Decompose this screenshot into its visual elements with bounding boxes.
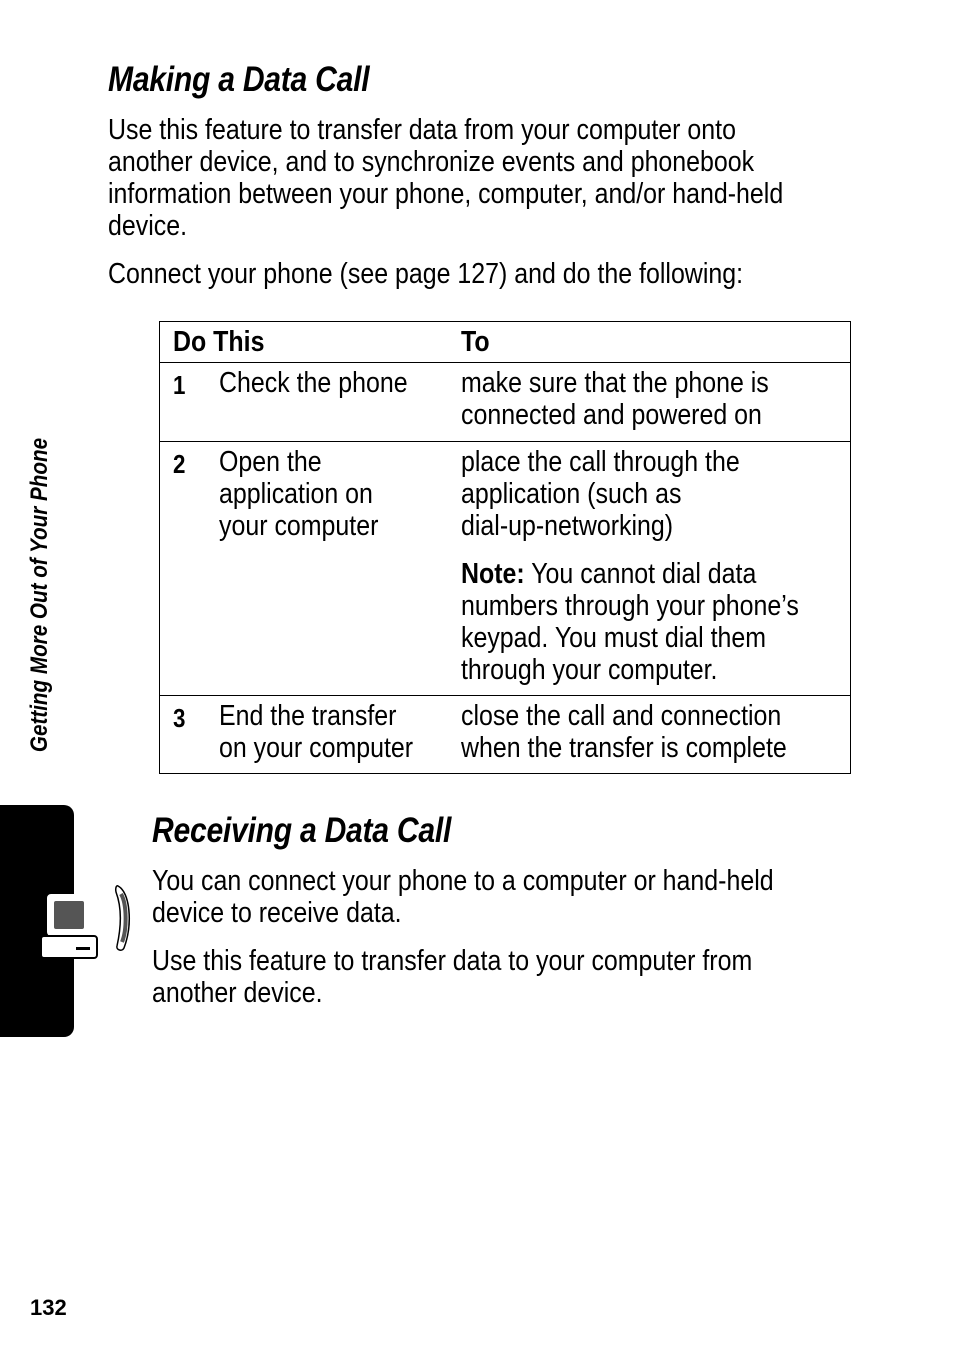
section-title-making-data-call: Making a Data Call [108, 60, 370, 99]
header-divider [160, 362, 850, 363]
step-result: close the call and connection when the transfer is complete [461, 700, 787, 764]
row-divider [160, 441, 850, 442]
section-title-receiving-data-call: Receiving a Data Call [152, 811, 452, 850]
intro-line: Use this feature to transfer data from your computer onto [108, 114, 736, 146]
step-result: place the call through the application (such as dial-up-networking) [461, 446, 740, 542]
header-do-this: Do This [173, 326, 265, 358]
note-label: Note: [461, 558, 525, 590]
receive-paragraph-1: You can connect your phone to a computer or hand-held device to receive data. [152, 865, 774, 929]
step-action: Check the phone [219, 367, 408, 399]
receive-paragraph-2: Use this feature to transfer data to your computer from another device. [152, 945, 753, 1009]
step-action: Open the application on your computer [219, 446, 379, 542]
step-result: make sure that the phone is connected and powered on [461, 367, 769, 431]
row-divider [160, 695, 850, 696]
step-action: End the transfer on your computer [219, 700, 414, 764]
steps-table [159, 321, 851, 774]
header-to: To [461, 326, 490, 358]
connect-instruction: Connect your phone (see page 127) and do the following: [108, 258, 744, 290]
intro-line: information between your phone, computer, and/or hand-held [108, 178, 784, 210]
step-number: 2 [173, 449, 186, 479]
intro-line: device. [108, 210, 188, 242]
step-number: 1 [173, 370, 186, 400]
page-number: 132 [30, 1295, 67, 1320]
computer-phone-icon [38, 884, 132, 964]
intro-paragraph [108, 114, 893, 242]
intro-line: another device, and to synchronize events and phonebook [108, 146, 755, 178]
step-note: Note: You cannot dial data numbers through your phone’s keypad. You must dial them through your computer. [461, 558, 799, 686]
step-number: 3 [173, 703, 186, 733]
